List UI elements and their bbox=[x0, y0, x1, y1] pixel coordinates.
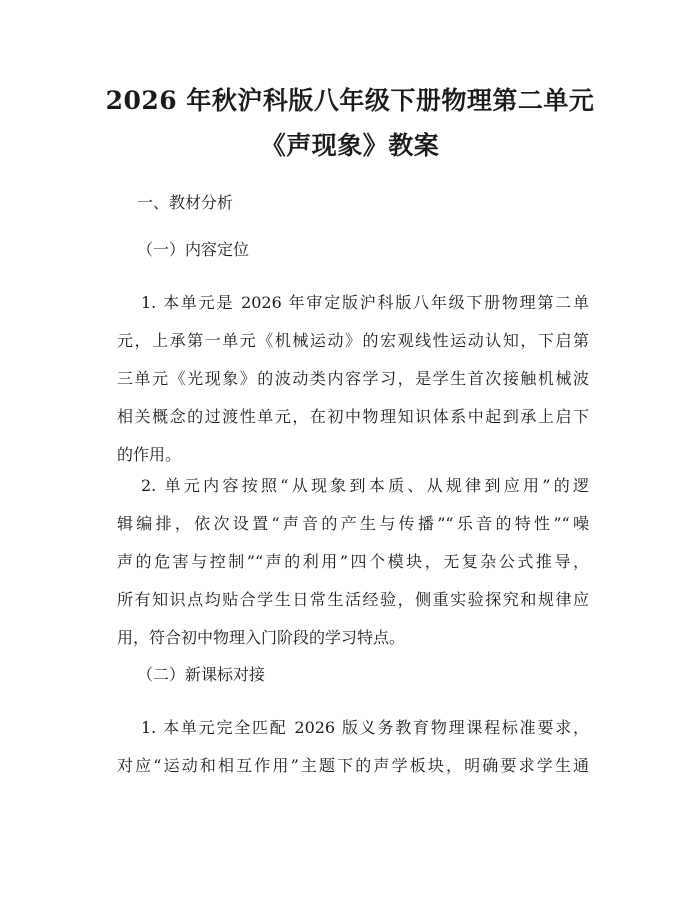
paragraph-line: 三单元《光现象》的波动类内容学习，是学生首次接触机械波 bbox=[117, 369, 589, 388]
paragraph-line: 辑编排，依次设置“声音的产生与传播”“乐音的特性”“噪 bbox=[117, 514, 589, 533]
paragraph-line: 相关概念的过渡性单元，在初中物理知识体系中起到承上启下 bbox=[117, 407, 589, 426]
paragraph-line: 元，上承第一单元《机械运动》的宏观线性运动认知，下启第 bbox=[117, 331, 589, 350]
paragraph-1 bbox=[117, 284, 589, 474]
paragraph-line: 2. 单元内容按照“从现象到本质、从规律到应用”的逻 bbox=[141, 476, 589, 495]
document-title-line-1: 2026 年秋沪科版八年级下册物理第二单元 bbox=[105, 86, 595, 115]
subsection-heading-curriculum-alignment: （二）新课标对接 bbox=[137, 665, 266, 684]
paragraph-line: 声的危害与控制”“声的利用”四个模块，无复杂公式推导， bbox=[117, 552, 589, 571]
paragraph-2 bbox=[117, 467, 589, 657]
paragraph-line: 1. 本单元完全匹配 2026 版义务教育物理课程标准要求， bbox=[141, 718, 589, 737]
subsection-heading-content-positioning: （一）内容定位 bbox=[137, 240, 250, 259]
paragraph-line: 所有知识点均贴合学生日常生活经验，侧重实验探究和规律应 bbox=[117, 590, 589, 609]
paragraph-line: 用，符合初中物理入门阶段的学习特点。 bbox=[117, 628, 406, 647]
paragraph-line: 1. 本单元是 2026 年审定版沪科版八年级下册物理第二单 bbox=[141, 293, 589, 312]
paragraph-line: 对应“运动和相互作用”主题下的声学板块，明确要求学生通 bbox=[117, 756, 589, 775]
document-title-line-2: 《声现象》教案 bbox=[260, 131, 440, 160]
paragraph-line: 的作用。 bbox=[117, 445, 182, 464]
paragraph-3 bbox=[117, 709, 589, 785]
section-heading-teaching-material-analysis: 一、教材分析 bbox=[137, 193, 234, 212]
